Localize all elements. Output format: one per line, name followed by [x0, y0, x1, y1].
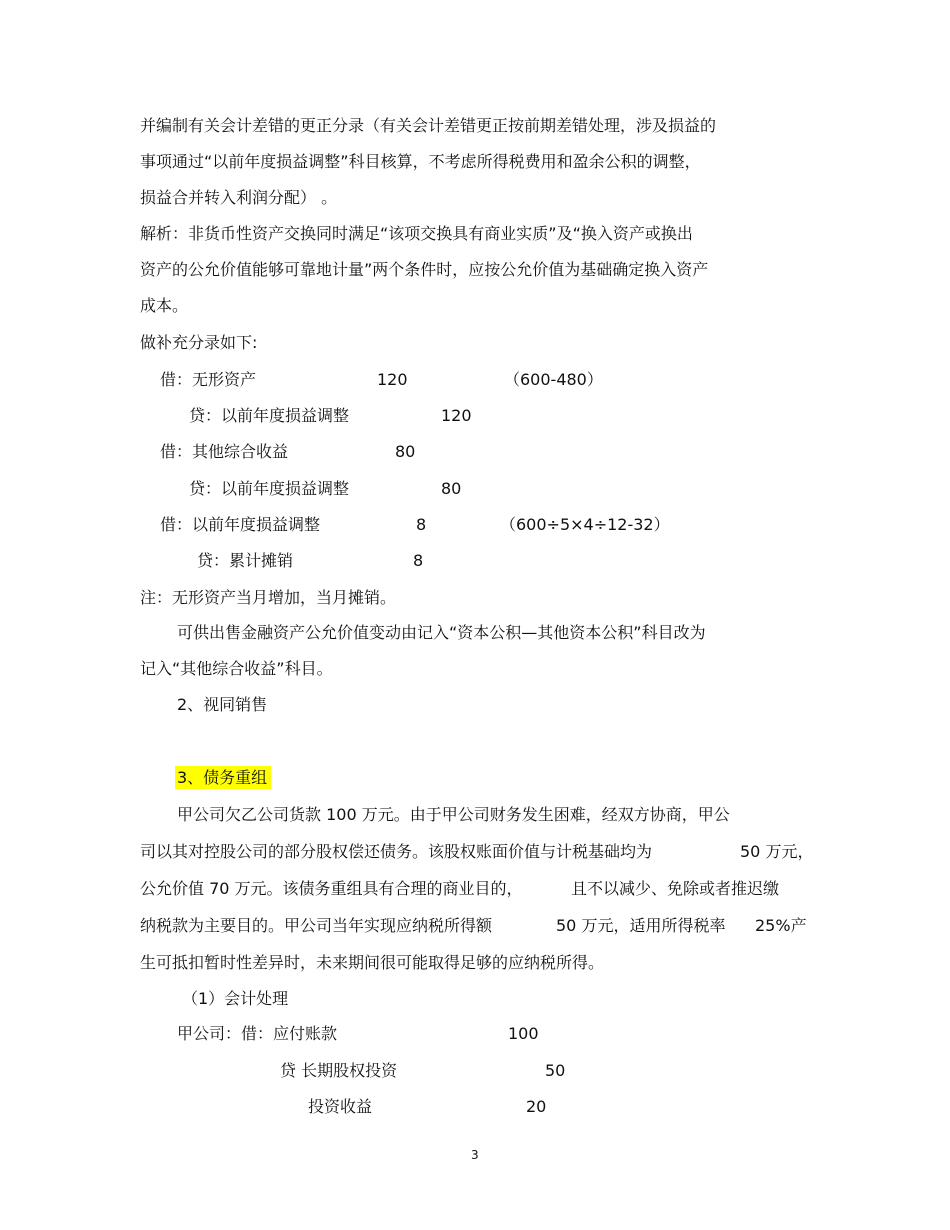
entry-4-amount: 80: [441, 479, 462, 498]
entry-6-amount: 8: [413, 551, 424, 570]
entry2-2-amount: 50: [545, 1061, 566, 1080]
entry-5-account: 借：以前年度损益调整: [160, 515, 321, 534]
case-line4-end: 25%产: [755, 916, 807, 935]
entry2-1-account: 甲公司：借：应付账款: [177, 1024, 338, 1043]
entry-6-account: 贷：累计摊销: [197, 551, 294, 570]
entry-1-amount: 120: [377, 370, 408, 389]
sub-heading-1: （1）会计处理: [182, 989, 289, 1008]
case-line2-end: 50 万元，: [740, 842, 814, 861]
item-3-highlight: 3、债务重组: [175, 766, 271, 789]
entry-1-note: （600-480）: [504, 370, 603, 389]
case-line3-end: 且不以减少、免除或者推迟缴: [571, 879, 780, 898]
entry-2-amount: 120: [441, 406, 472, 425]
case-line4: 纳税款为主要目的。甲公司当年实现应纳税所得额: [140, 916, 493, 935]
note-1: 注：无形资产当月增加，当月摊销。: [140, 588, 397, 607]
case-line3: 公允价值 70 万元。该债务重组具有合理的商业目的，: [140, 879, 523, 898]
entry-2-account: 贷：以前年度损益调整: [189, 406, 350, 425]
case-line4-mid: 50 万元，适用所得税率: [556, 916, 726, 935]
case-line1: 甲公司欠乙公司货款 100 万元。由于甲公司财务发生困难，经双方协商，甲公: [177, 805, 730, 824]
analysis-line2: 资产的公允价值能够可靠地计量”两个条件时，应按公允价值为基础确定换入资产: [140, 260, 709, 279]
page-number: 3: [471, 1148, 479, 1162]
entry-4-account: 贷：以前年度损益调整: [189, 479, 350, 498]
analysis-line3: 成本。: [140, 296, 189, 315]
case-line2: 司以其对控股公司的部分股权偿还债务。该股权账面价值与计税基础均为: [140, 842, 653, 861]
note-2-line2: 记入“其他综合收益”科目。: [140, 659, 333, 678]
entry2-2-account: 贷 长期股权投资: [280, 1061, 398, 1080]
entry-3-account: 借：其他综合收益: [160, 442, 289, 461]
para1-line2: 事项通过“以前年度损益调整”科目核算，不考虑所得税费用和盈余公积的调整，: [140, 152, 701, 171]
analysis-line1: 解析：非货币性资产交换同时满足“该项交换具有商业实质”及“换入资产或换出: [140, 224, 693, 243]
para1-line1: 并编制有关会计差错的更正分录（有关会计差错更正按前期差错处理，涉及损益的: [140, 116, 717, 135]
para1-line3: 损益合并转入利润分配） 。: [140, 188, 338, 207]
item-2-heading: 2、视同销售: [177, 695, 268, 714]
entry-5-amount: 8: [416, 515, 427, 534]
entry2-3-amount: 20: [526, 1097, 547, 1116]
entry-3-amount: 80: [395, 442, 416, 461]
case-line5: 生可抵扣暂时性差异时，未来期间很可能取得足够的应纳税所得。: [140, 953, 605, 972]
entry-1-account: 借：无形资产: [160, 370, 257, 389]
entry-5-note: （600÷5×4÷12-32）: [500, 515, 670, 534]
supplement-title: 做补充分录如下:: [140, 333, 258, 352]
item-3-heading: [175, 768, 271, 788]
note-2-line1: 可供出售金融资产公允价值变动由记入“资本公积—其他资本公积”科目改为: [177, 623, 706, 642]
entry2-3-account: 投资收益: [308, 1097, 373, 1116]
entry2-1-amount: 100: [508, 1024, 539, 1043]
